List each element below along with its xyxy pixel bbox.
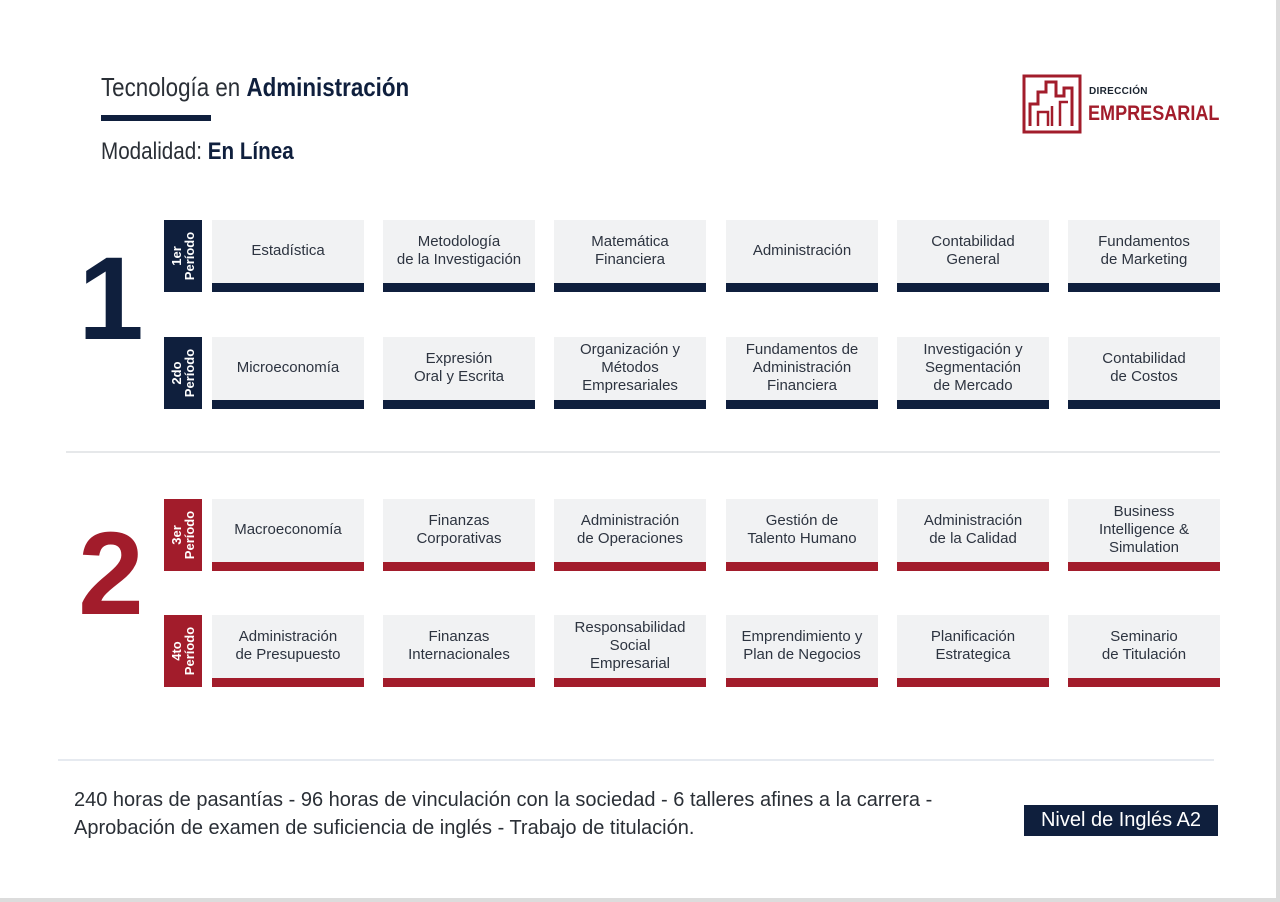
modality-label: Modalidad: <box>101 138 202 165</box>
course-card <box>383 615 535 687</box>
course-name: Administración de Operaciones <box>577 511 683 547</box>
course-accent-bar <box>383 283 535 292</box>
logo-small-text: DIRECCIÓN <box>1089 86 1148 97</box>
course-accent-bar <box>212 283 364 292</box>
course-name: Responsabilidad Social Empresarial <box>574 618 686 672</box>
course-card <box>897 499 1049 571</box>
course-name: Administración de Presupuesto <box>235 627 341 663</box>
course-accent-bar <box>212 400 364 409</box>
course-name: Matemática Financiera <box>591 232 669 268</box>
course-name: Microeconomía <box>236 358 340 376</box>
course-name: Expresión Oral y Escrita <box>413 349 504 385</box>
course-name: Organización y Métodos Empresariales <box>579 340 681 394</box>
course-accent-bar <box>726 562 878 571</box>
program-title-main: Administración <box>246 72 410 102</box>
course-name: Administración <box>752 241 852 259</box>
course-name: Contabilidad de Costos <box>1102 349 1186 385</box>
period-label: 2do Período <box>169 348 197 398</box>
course-name: Fundamentos de Marketing <box>1098 232 1190 268</box>
course-card <box>554 615 706 687</box>
course-name: Emprendimiento y Plan de Negocios <box>741 627 863 663</box>
course-card <box>726 220 878 292</box>
course-accent-bar <box>383 400 535 409</box>
course-card <box>554 499 706 571</box>
course-card <box>726 615 878 687</box>
year-number-1: 1 <box>78 233 144 365</box>
course-name: Estadística <box>251 241 325 259</box>
title-underline <box>101 115 211 121</box>
course-accent-bar <box>726 283 878 292</box>
course-accent-bar <box>383 562 535 571</box>
period-tag-4 <box>164 615 202 687</box>
course-name: Seminario de Titulación <box>1101 627 1187 663</box>
course-name: Macroeconomía <box>234 520 342 538</box>
footer-divider <box>58 759 1214 761</box>
modality-value: En Línea <box>207 138 294 165</box>
graduation-requirements <box>74 786 954 842</box>
course-accent-bar <box>212 562 364 571</box>
course-card <box>383 337 535 409</box>
course-accent-bar <box>897 400 1049 409</box>
period-label: 4to Período <box>169 626 197 676</box>
year-divider <box>66 451 1220 453</box>
course-accent-bar <box>554 562 706 571</box>
course-card <box>1068 220 1220 292</box>
course-card <box>554 337 706 409</box>
course-accent-bar <box>554 283 706 292</box>
direccion-empresarial-logo <box>1022 74 1222 136</box>
course-accent-bar <box>1068 283 1220 292</box>
period-tag-1 <box>164 220 202 292</box>
course-accent-bar <box>897 562 1049 571</box>
period-label: 1er Período <box>169 231 197 281</box>
page-edge-bottom <box>0 898 1280 902</box>
course-accent-bar <box>726 678 878 687</box>
course-accent-bar <box>383 678 535 687</box>
course-name: Business Intelligence & Simulation <box>1098 502 1190 556</box>
course-accent-bar <box>554 400 706 409</box>
logo-big-text: EMPRESARIAL <box>1088 102 1220 125</box>
course-name: Planificación Estrategica <box>930 627 1016 663</box>
period-tag-2 <box>164 337 202 409</box>
course-card <box>212 615 364 687</box>
course-accent-bar <box>1068 562 1220 571</box>
year-number-2: 2 <box>78 508 144 640</box>
page-edge-right <box>1276 0 1280 902</box>
course-accent-bar <box>897 283 1049 292</box>
buildings-logo-icon <box>1022 74 1082 134</box>
course-card <box>1068 337 1220 409</box>
course-accent-bar <box>212 678 364 687</box>
course-card <box>1068 615 1220 687</box>
course-name: Contabilidad General <box>931 232 1015 268</box>
program-title <box>101 72 409 103</box>
course-card <box>1068 499 1220 571</box>
course-card <box>726 499 878 571</box>
course-name: Fundamentos de Administración Financiera <box>745 340 859 394</box>
course-name: Investigación y Segmentación de Mercado <box>923 340 1023 394</box>
course-accent-bar <box>897 678 1049 687</box>
course-card <box>897 615 1049 687</box>
period-tag-3 <box>164 499 202 571</box>
course-card <box>212 220 364 292</box>
course-card <box>212 499 364 571</box>
course-card <box>554 220 706 292</box>
period-label: 3er Período <box>169 510 197 560</box>
course-card <box>726 337 878 409</box>
course-card <box>897 337 1049 409</box>
program-title-prefix: Tecnología en <box>101 72 241 102</box>
course-accent-bar <box>554 678 706 687</box>
course-accent-bar <box>1068 678 1220 687</box>
requirements-line-1: 240 horas de pasantías - 96 horas de vinculación con la sociedad - 6 talleres afines a la carrera - <box>74 789 933 811</box>
english-level-badge: Nivel de Inglés A2 <box>1024 805 1218 836</box>
course-accent-bar <box>1068 400 1220 409</box>
requirements-line-2: Aprobación de examen de suficiencia de inglés - Trabajo de titulación. <box>74 817 695 839</box>
course-card <box>383 499 535 571</box>
course-accent-bar <box>726 400 878 409</box>
course-card <box>383 220 535 292</box>
modality <box>101 138 294 166</box>
course-name: Metodología de la Investigación <box>396 232 522 268</box>
course-name: Finanzas Corporativas <box>416 511 502 547</box>
course-name: Administración de la Calidad <box>923 511 1023 547</box>
course-name: Finanzas Internacionales <box>408 627 510 663</box>
course-card <box>897 220 1049 292</box>
course-name: Gestión de Talento Humano <box>747 511 857 547</box>
course-card <box>212 337 364 409</box>
